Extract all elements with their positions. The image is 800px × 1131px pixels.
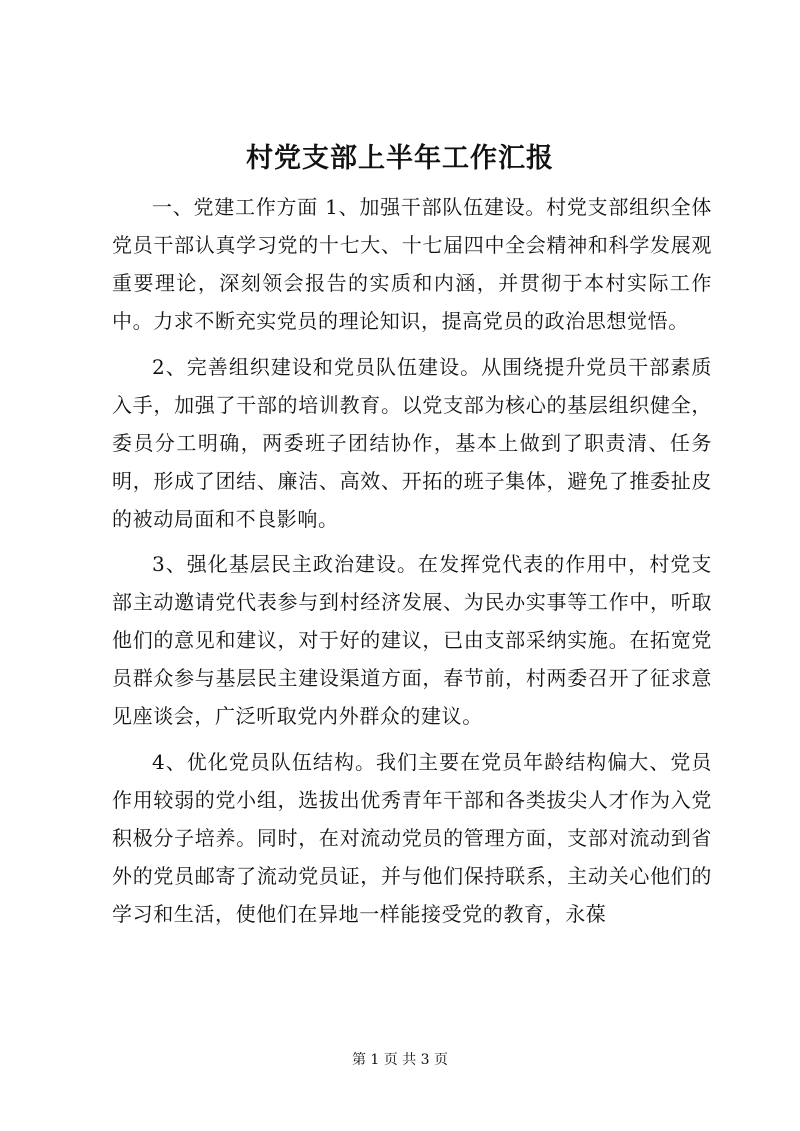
paragraph-1: 一、党建工作方面 1、加强干部队伍建设。村党支部组织全体党员干部认真学习党的十七大、十七届四中全会精神和科学发展观重要理论，深刻领会报告的实质和内涵，并贯彻于本村实际工作中。力求不断充实党员的理论知识，提高党员的政治思想觉悟。 bbox=[112, 195, 712, 333]
document-body bbox=[112, 188, 712, 940]
paragraph-2: 2、完善组织建设和党员队伍建设。从围绕提升党员干部素质入手，加强了干部的培训教育。以党支部为核心的基层组织健全，委员分工明确，两委班子团结协作，基本上做到了职责清、任务明，形成了团结、廉洁、高效、开拓的班子集体，避免了推委扯皮的被动局面和不良影响。 bbox=[112, 354, 712, 531]
paragraph-3: 3、强化基层民主政治建设。在发挥党代表的作用中，村党支部主动邀请党代表参与到村经济发展、为民办实事等工作中，听取他们的意见和建议，对于好的建议，已由支部采纳实施。在拓宽党员群众参与基层民主建设渠道方面，春节前，村两委召开了征求意见座谈会，广泛听取党内外群众的建议。 bbox=[112, 552, 712, 728]
paragraph-4: 4、优化党员队伍结构。我们主要在党员年龄结构偏大、党员作用较弱的党小组，选拔出优秀青年干部和各类拔尖人才作为入党积极分子培养。同时，在对流动党员的管理方面，支部对流动到省外的党员邮寄了流动党员证，并与他们保持联系，主动关心他们的学习和生活，使他们在异地一样能接受党的教育，永葆 bbox=[112, 749, 712, 926]
document-title: 村党支部上半年工作汇报 bbox=[246, 143, 554, 174]
page-footer: 第 1 页 共 3 页 bbox=[351, 1052, 449, 1068]
